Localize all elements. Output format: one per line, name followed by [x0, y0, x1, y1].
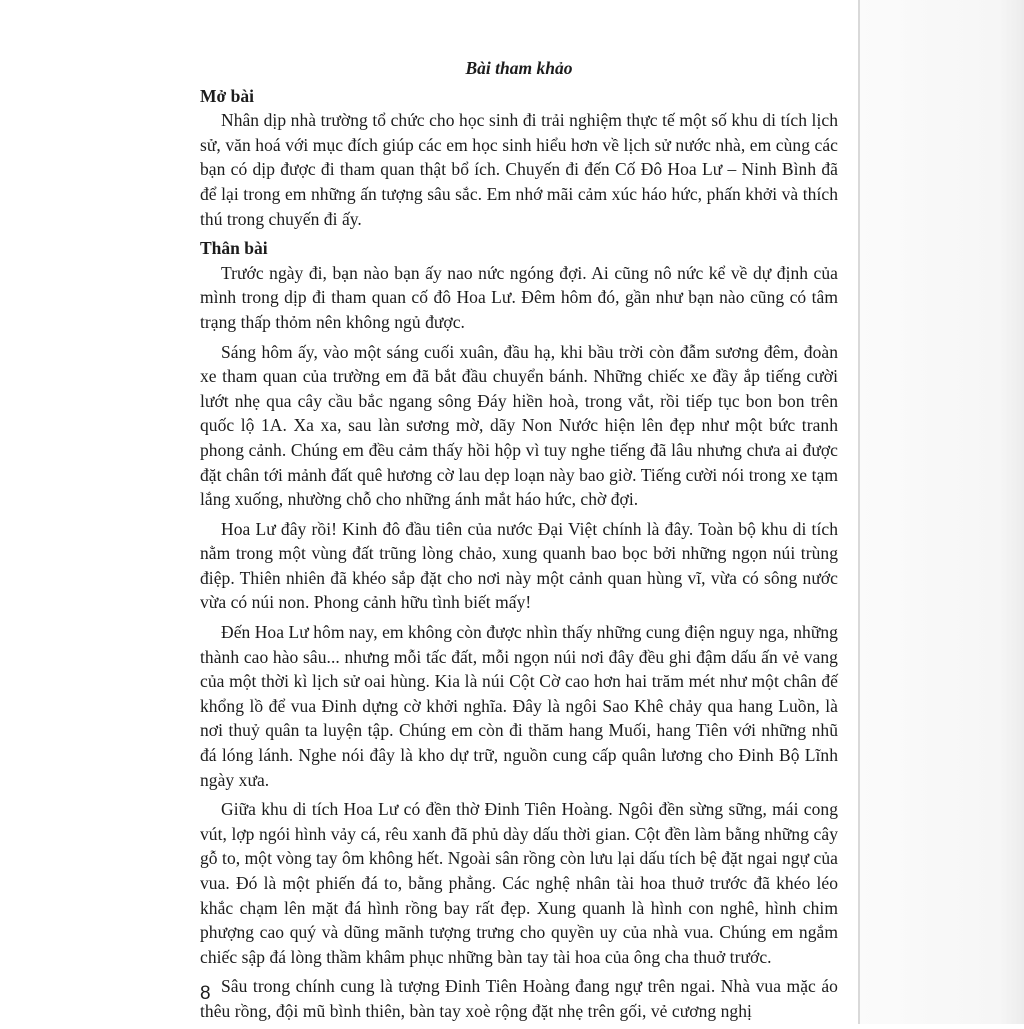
scan-page-edge [858, 0, 1024, 1024]
paragraph: Hoa Lư đây rồi! Kinh đô đầu tiên của nước Đại Việt chính là đây. Toàn bộ khu di tích nằm trong một vùng đất trũng lòng chảo, xung quanh bao bọc bởi những ngọn núi trùng điệp. Thiên nhiên đã khéo sắp đặt cho nơi này một cảnh quan hùng vĩ, vừa có sông nước vừa có núi non. Phong cảnh hữu tình biết mấy! [200, 518, 838, 613]
paragraph: Sâu trong chính cung là tượng Đinh Tiên Hoàng đang ngự trên ngai. Nhà vua mặc áo thêu rồng, đội mũ bình thiên, bàn tay xoè rộng đặt nhẹ trên gối, vẻ cương nghị [200, 976, 838, 1021]
document-title: Bài tham khảo [465, 58, 573, 78]
page-fold-line [858, 0, 860, 1024]
paragraph: Trước ngày đi, bạn nào bạn ấy nao nức ngóng đợi. Ai cũng nô nức kể về dự định của mình trong dịp đi tham quan cố đô Hoa Lư. Đêm hôm đó, gần như bạn nào cũng có tâm trạng thấp thỏm nên không ngủ được. [200, 262, 838, 332]
paragraph: Nhân dịp nhà trường tổ chức cho học sinh đi trải nghiệm thực tế một số khu di tích lịch sử, văn hoá với mục đích giúp các em học sinh hiểu hơn về lịch sử nước nhà, em cùng các bạn có dịp được đi tham quan thật bổ ích. Chuyến đi đến Cố Đô Hoa Lư – Ninh Bình đã để lại trong em những ấn tượng sâu sắc. Em nhớ mãi cảm xúc háo hức, phấn khởi và thích thú trong chuyến đi ấy. [200, 110, 838, 229]
page-number: 8 [200, 983, 211, 1004]
paragraph: Sáng hôm ấy, vào một sáng cuối xuân, đầu hạ, khi bầu trời còn đẫm sương đêm, đoàn xe tham quan của trường em đã bắt đầu chuyển bánh. Những chiếc xe đầy ắp tiếng cười lướt nhẹ qua cây cầu bắc ngang sông Đáy hiền hoà, trong vắt, rồi tiếp tục bon bon trên quốc lộ 1A. Xa xa, sau làn sương mờ, dãy Non Nước hiện lên đẹp như một bức tranh phong cảnh. Chúng em đều cảm thấy hồi hộp vì tuy nghe tiếng đã lâu nhưng chưa ai được đặt chân tới mảnh đất quê hương cờ lau dẹp loạn này bao giờ. Tiếng cười nói trong xe tạm lắng xuống, nhường chỗ cho những ánh mắt háo hức, chờ đợi. [200, 341, 838, 510]
section-than-bai [200, 236, 838, 1023]
section-mo-bai [200, 84, 838, 232]
document-page [200, 56, 838, 1029]
section-heading: Thân bài [200, 238, 268, 259]
section-heading: Mở bài [200, 85, 254, 106]
paragraph: Giữa khu di tích Hoa Lư có đền thờ Đinh Tiên Hoàng. Ngôi đền sừng sững, mái cong vút, lợp ngói hình vảy cá, rêu xanh đã phủ dày dấu thời gian. Cột đền làm bằng những cây gỗ to, một vòng tay ôm không hết. Ngoài sân rồng còn lưu lại dấu tích bệ đặt ngai ngự của vua. Đó là một phiến đá to, bằng phẳng. Các nghệ nhân tài hoa thuở trước đã khéo léo khắc chạm lên mặt đá hình rồng bay rất đẹp. Xung quanh là hình con nghê, hình chim phượng cao quý và dũng mãnh tượng trưng cho quyền uy của nhà vua. Chúng em ngắm chiếc sập đá lòng thầm khâm phục những bàn tay tài hoa của ông cha thuở trước. [200, 799, 838, 967]
paragraph: Đến Hoa Lư hôm nay, em không còn được nhìn thấy những cung điện nguy nga, những thành cao hào sâu... nhưng mỗi tấc đất, mỗi ngọn núi nơi đây đều ghi đậm dấu ấn vẻ vang của một thời kì lịch sử oai hùng. Kia là núi Cột Cờ cao hơn hai trăm mét như một chân đế khổng lồ để vua Đinh dựng cờ khởi nghĩa. Đây là ngôi Sao Khê chảy qua hang Luồn, là nơi thuỷ quân ta luyện tập. Chúng em còn đi thăm hang Muối, hang Tiên với những nhũ đá lóng lánh. Nghe nói đây là kho dự trữ, nguồn cung cấp quân lương cho Đinh Bộ Lĩnh ngày xưa. [200, 622, 838, 790]
